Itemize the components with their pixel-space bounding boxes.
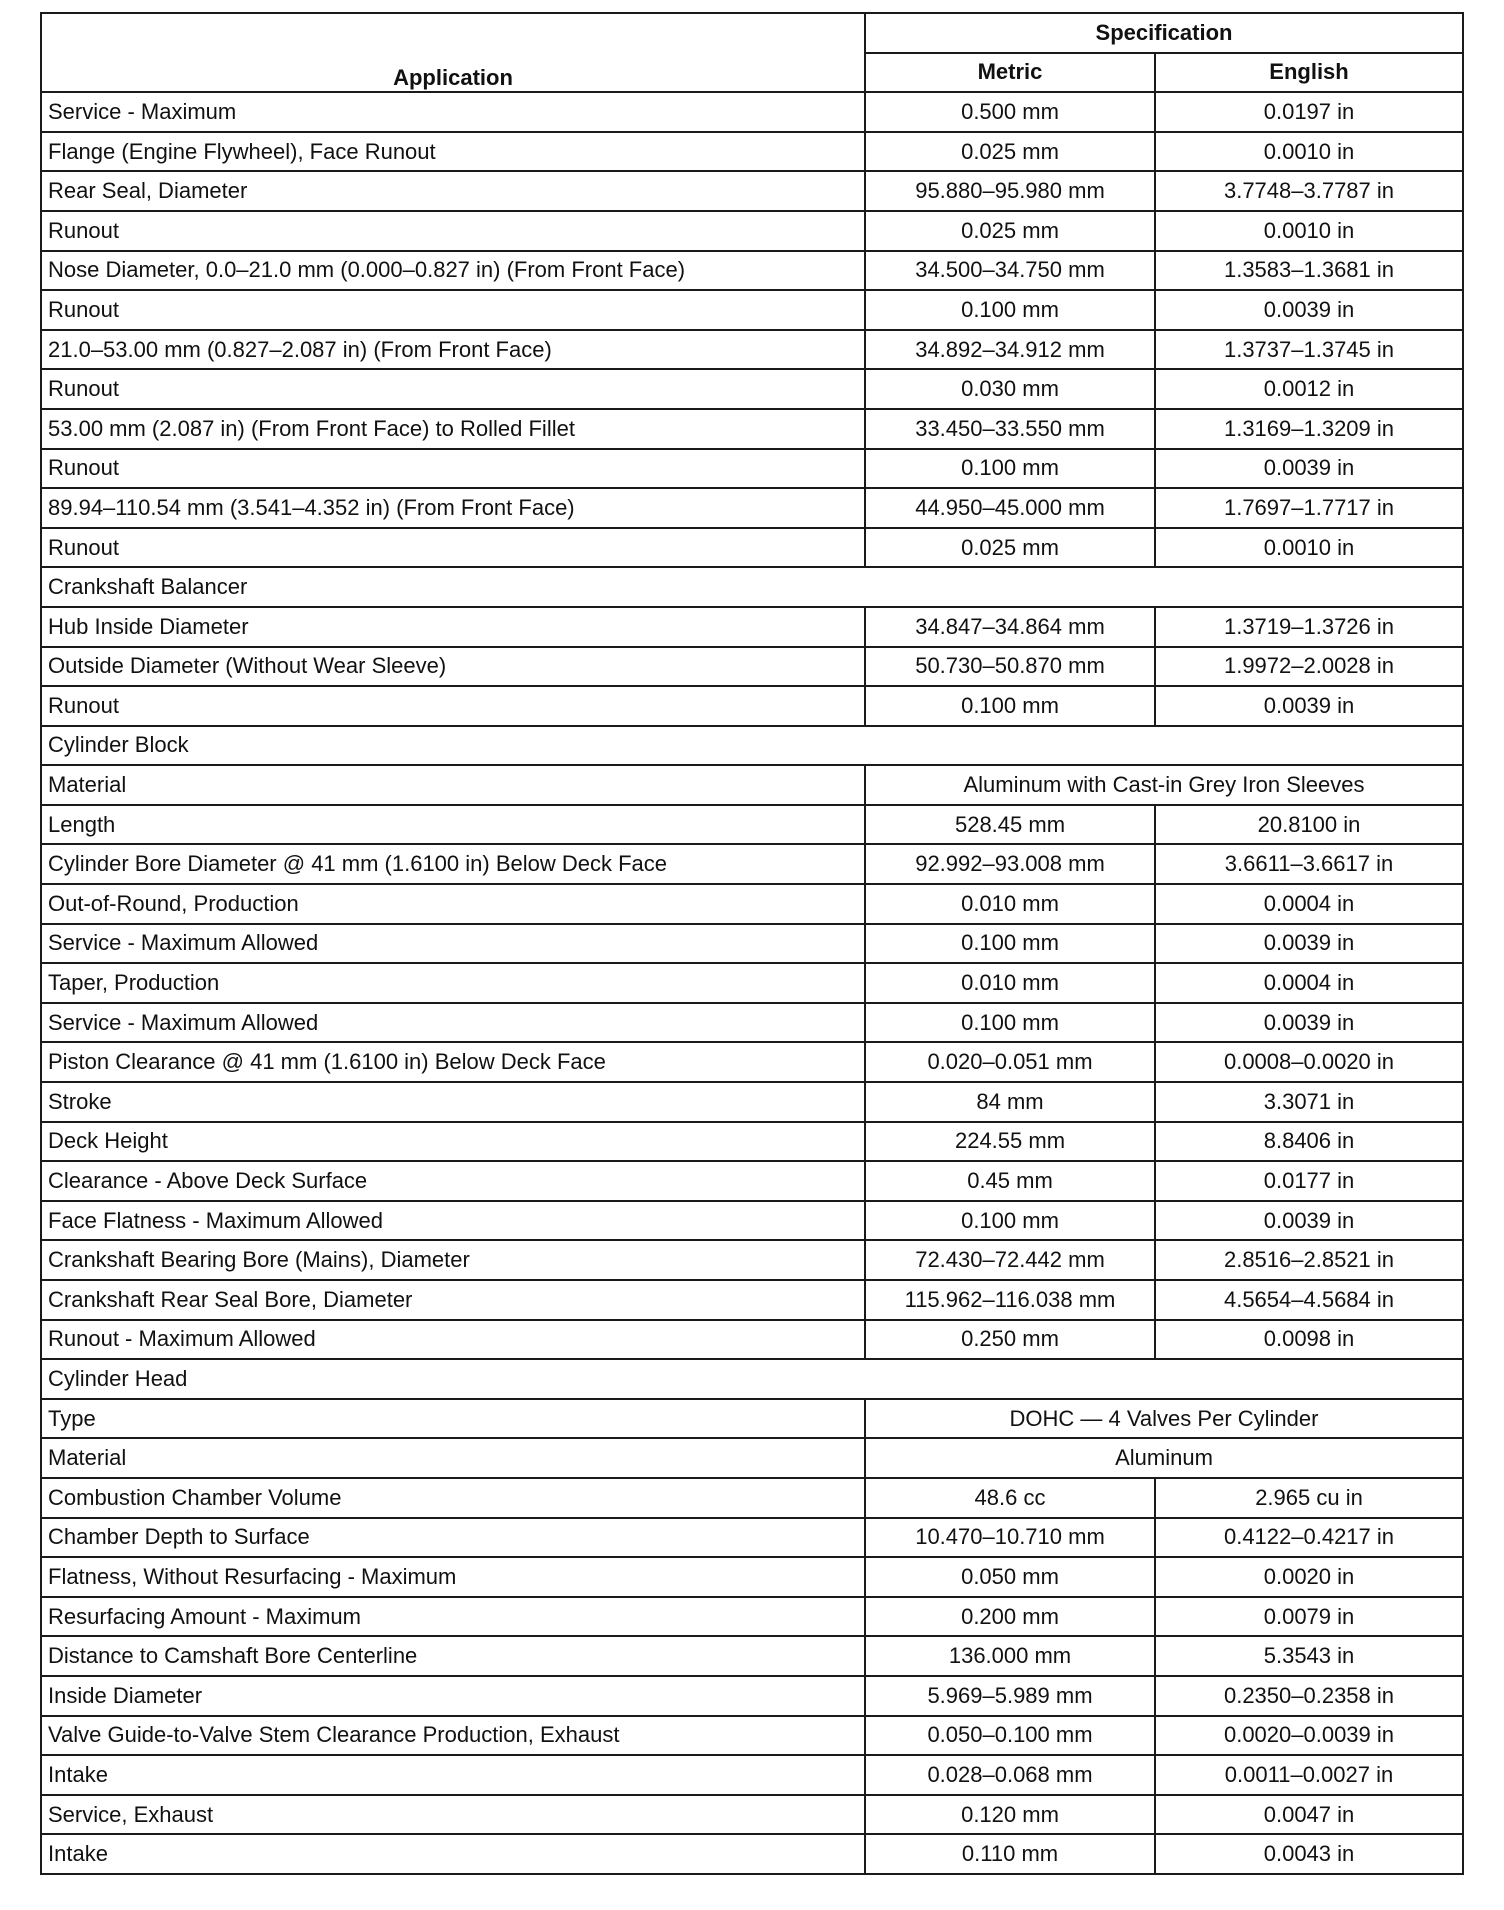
english-cell: 3.3071 in: [1155, 1082, 1463, 1122]
table-header: [41, 13, 1463, 92]
english-cell: 3.7748–3.7787 in: [1155, 171, 1463, 211]
english-cell: 0.0039 in: [1155, 1003, 1463, 1043]
english-cell: 0.0047 in: [1155, 1795, 1463, 1835]
application-cell: Out-of-Round, Production: [41, 884, 865, 924]
application-cell: Crankshaft Rear Seal Bore, Diameter: [41, 1280, 865, 1320]
application-cell: Hub Inside Diameter: [41, 607, 865, 647]
english-cell: 1.3719–1.3726 in: [1155, 607, 1463, 647]
table-body: [41, 92, 1463, 1874]
application-cell: Material: [41, 765, 865, 805]
english-column-header: English: [1155, 53, 1463, 93]
metric-cell: 0.100 mm: [865, 449, 1155, 489]
metric-cell: 224.55 mm: [865, 1122, 1155, 1162]
application-cell: Flange (Engine Flywheel), Face Runout: [41, 132, 865, 172]
table-row: [41, 1676, 1463, 1716]
metric-cell: 72.430–72.442 mm: [865, 1240, 1155, 1280]
metric-cell: 10.470–10.710 mm: [865, 1518, 1155, 1558]
metric-cell: 84 mm: [865, 1082, 1155, 1122]
table-row: [41, 963, 1463, 1003]
table-row: [41, 1122, 1463, 1162]
metric-cell: 0.025 mm: [865, 528, 1155, 568]
table-row: [41, 1478, 1463, 1518]
table-row: [41, 765, 1463, 805]
english-cell: 8.8406 in: [1155, 1122, 1463, 1162]
table-row: [41, 409, 1463, 449]
application-cell: Distance to Camshaft Bore Centerline: [41, 1636, 865, 1676]
application-cell: Runout: [41, 290, 865, 330]
table-row: [41, 647, 1463, 687]
table-row: [41, 1161, 1463, 1201]
metric-cell: 95.880–95.980 mm: [865, 171, 1155, 211]
metric-cell: 34.892–34.912 mm: [865, 330, 1155, 370]
table-row: [41, 607, 1463, 647]
application-cell: Nose Diameter, 0.0–21.0 mm (0.000–0.827 in) (From Front Face): [41, 251, 865, 291]
table-row: [41, 1042, 1463, 1082]
section-row: [41, 567, 1463, 607]
table-row: [41, 686, 1463, 726]
application-cell: Combustion Chamber Volume: [41, 1478, 865, 1518]
metric-cell: 0.100 mm: [865, 924, 1155, 964]
application-cell: Clearance - Above Deck Surface: [41, 1161, 865, 1201]
english-cell: 0.0011–0.0027 in: [1155, 1755, 1463, 1795]
application-cell: Valve Guide-to-Valve Stem Clearance Production, Exhaust: [41, 1716, 865, 1756]
application-cell: Resurfacing Amount - Maximum: [41, 1597, 865, 1637]
metric-cell: 0.100 mm: [865, 686, 1155, 726]
english-cell: 5.3543 in: [1155, 1636, 1463, 1676]
application-cell: Taper, Production: [41, 963, 865, 1003]
english-cell: 0.0177 in: [1155, 1161, 1463, 1201]
metric-cell: 528.45 mm: [865, 805, 1155, 845]
section-row: [41, 726, 1463, 766]
section-label: Cylinder Head: [41, 1359, 1463, 1399]
application-cell: Type: [41, 1399, 865, 1439]
english-cell: 0.0039 in: [1155, 686, 1463, 726]
metric-cell: 0.010 mm: [865, 963, 1155, 1003]
application-cell: Service - Maximum Allowed: [41, 1003, 865, 1043]
metric-cell: 0.010 mm: [865, 884, 1155, 924]
application-cell: 21.0–53.00 mm (0.827–2.087 in) (From Front Face): [41, 330, 865, 370]
table-row: [41, 1240, 1463, 1280]
table-row: [41, 449, 1463, 489]
english-cell: 1.3169–1.3209 in: [1155, 409, 1463, 449]
table-row: [41, 528, 1463, 568]
metric-column-header: Metric: [865, 53, 1155, 93]
section-label: Cylinder Block: [41, 726, 1463, 766]
english-cell: 0.0098 in: [1155, 1320, 1463, 1360]
table-row: [41, 1636, 1463, 1676]
metric-cell: 0.100 mm: [865, 1201, 1155, 1241]
metric-cell: 0.200 mm: [865, 1597, 1155, 1637]
english-cell: 0.0020–0.0039 in: [1155, 1716, 1463, 1756]
english-cell: 3.6611–3.6617 in: [1155, 844, 1463, 884]
application-cell: Outside Diameter (Without Wear Sleeve): [41, 647, 865, 687]
application-cell: 53.00 mm (2.087 in) (From Front Face) to Rolled Fillet: [41, 409, 865, 449]
metric-cell: 136.000 mm: [865, 1636, 1155, 1676]
metric-cell: 0.020–0.051 mm: [865, 1042, 1155, 1082]
application-cell: Service - Maximum: [41, 92, 865, 132]
application-cell: Face Flatness - Maximum Allowed: [41, 1201, 865, 1241]
english-cell: 2.965 cu in: [1155, 1478, 1463, 1518]
metric-cell: 0.100 mm: [865, 290, 1155, 330]
english-cell: 0.0043 in: [1155, 1834, 1463, 1874]
application-cell: Rear Seal, Diameter: [41, 171, 865, 211]
table-row: [41, 1834, 1463, 1874]
table-row: [41, 1795, 1463, 1835]
table-row: [41, 211, 1463, 251]
english-cell: 4.5654–4.5684 in: [1155, 1280, 1463, 1320]
application-cell: Chamber Depth to Surface: [41, 1518, 865, 1558]
table-row: [41, 844, 1463, 884]
english-cell: 0.2350–0.2358 in: [1155, 1676, 1463, 1716]
metric-cell: 0.025 mm: [865, 211, 1155, 251]
table-row: [41, 171, 1463, 211]
english-cell: 0.0039 in: [1155, 1201, 1463, 1241]
english-cell: 0.0010 in: [1155, 211, 1463, 251]
metric-cell: 48.6 cc: [865, 1478, 1155, 1518]
header-row-top: [41, 13, 1463, 53]
metric-cell: 33.450–33.550 mm: [865, 409, 1155, 449]
table-row: [41, 330, 1463, 370]
english-cell: 20.8100 in: [1155, 805, 1463, 845]
metric-cell: 44.950–45.000 mm: [865, 488, 1155, 528]
english-cell: 0.0039 in: [1155, 449, 1463, 489]
metric-cell: 0.025 mm: [865, 132, 1155, 172]
table-row: [41, 92, 1463, 132]
application-column-header: Application: [41, 13, 865, 92]
application-cell: 89.94–110.54 mm (3.541–4.352 in) (From Front Face): [41, 488, 865, 528]
table-row: [41, 1003, 1463, 1043]
table-row: [41, 884, 1463, 924]
table-row: [41, 369, 1463, 409]
table-row: [41, 1518, 1463, 1558]
application-cell: Runout: [41, 686, 865, 726]
english-cell: 1.7697–1.7717 in: [1155, 488, 1463, 528]
application-cell: Deck Height: [41, 1122, 865, 1162]
application-cell: Material: [41, 1438, 865, 1478]
table-row: [41, 1557, 1463, 1597]
english-cell: 1.3737–1.3745 in: [1155, 330, 1463, 370]
table-row: [41, 251, 1463, 291]
table-row: [41, 1082, 1463, 1122]
table-row: [41, 1716, 1463, 1756]
english-cell: 0.4122–0.4217 in: [1155, 1518, 1463, 1558]
english-cell: 2.8516–2.8521 in: [1155, 1240, 1463, 1280]
table-row: [41, 924, 1463, 964]
application-cell: Runout: [41, 369, 865, 409]
english-cell: 0.0079 in: [1155, 1597, 1463, 1637]
table-row: [41, 1320, 1463, 1360]
metric-cell: 0.028–0.068 mm: [865, 1755, 1155, 1795]
metric-cell: 0.120 mm: [865, 1795, 1155, 1835]
table-row: [41, 1280, 1463, 1320]
english-cell: 0.0012 in: [1155, 369, 1463, 409]
application-cell: Runout - Maximum Allowed: [41, 1320, 865, 1360]
metric-cell: 34.500–34.750 mm: [865, 251, 1155, 291]
table-row: [41, 488, 1463, 528]
application-cell: Service, Exhaust: [41, 1795, 865, 1835]
application-cell: Length: [41, 805, 865, 845]
application-cell: Flatness, Without Resurfacing - Maximum: [41, 1557, 865, 1597]
table-row: [41, 1438, 1463, 1478]
specification-cell: Aluminum: [865, 1438, 1463, 1478]
metric-cell: 0.030 mm: [865, 369, 1155, 409]
english-cell: 0.0039 in: [1155, 924, 1463, 964]
metric-cell: 115.962–116.038 mm: [865, 1280, 1155, 1320]
metric-cell: 0.110 mm: [865, 1834, 1155, 1874]
application-cell: Piston Clearance @ 41 mm (1.6100 in) Below Deck Face: [41, 1042, 865, 1082]
application-cell: Intake: [41, 1755, 865, 1795]
table-row: [41, 805, 1463, 845]
table-row: [41, 132, 1463, 172]
metric-cell: 0.050–0.100 mm: [865, 1716, 1155, 1756]
metric-cell: 0.500 mm: [865, 92, 1155, 132]
specification-cell: DOHC — 4 Valves Per Cylinder: [865, 1399, 1463, 1439]
section-row: [41, 1359, 1463, 1399]
table-row: [41, 1755, 1463, 1795]
metric-cell: 0.250 mm: [865, 1320, 1155, 1360]
specification-cell: Aluminum with Cast-in Grey Iron Sleeves: [865, 765, 1463, 805]
english-cell: 1.9972–2.0028 in: [1155, 647, 1463, 687]
metric-cell: 0.050 mm: [865, 1557, 1155, 1597]
application-cell: Runout: [41, 211, 865, 251]
application-cell: Runout: [41, 528, 865, 568]
english-cell: 0.0039 in: [1155, 290, 1463, 330]
application-cell: Stroke: [41, 1082, 865, 1122]
english-cell: 0.0004 in: [1155, 963, 1463, 1003]
metric-cell: 5.969–5.989 mm: [865, 1676, 1155, 1716]
table-row: [41, 1399, 1463, 1439]
english-cell: 0.0197 in: [1155, 92, 1463, 132]
section-label: Crankshaft Balancer: [41, 567, 1463, 607]
english-cell: 0.0010 in: [1155, 528, 1463, 568]
application-cell: Crankshaft Bearing Bore (Mains), Diameter: [41, 1240, 865, 1280]
application-cell: Service - Maximum Allowed: [41, 924, 865, 964]
english-cell: 0.0010 in: [1155, 132, 1463, 172]
specification-table: [40, 12, 1464, 1875]
application-cell: Inside Diameter: [41, 1676, 865, 1716]
metric-cell: 92.992–93.008 mm: [865, 844, 1155, 884]
english-cell: 0.0004 in: [1155, 884, 1463, 924]
table-row: [41, 1201, 1463, 1241]
metric-cell: 50.730–50.870 mm: [865, 647, 1155, 687]
table-row: [41, 1597, 1463, 1637]
english-cell: 0.0020 in: [1155, 1557, 1463, 1597]
application-cell: Cylinder Bore Diameter @ 41 mm (1.6100 in) Below Deck Face: [41, 844, 865, 884]
english-cell: 1.3583–1.3681 in: [1155, 251, 1463, 291]
metric-cell: 34.847–34.864 mm: [865, 607, 1155, 647]
english-cell: 0.0008–0.0020 in: [1155, 1042, 1463, 1082]
metric-cell: 0.100 mm: [865, 1003, 1155, 1043]
application-cell: Runout: [41, 449, 865, 489]
table-row: [41, 290, 1463, 330]
metric-cell: 0.45 mm: [865, 1161, 1155, 1201]
specification-column-header: Specification: [865, 13, 1463, 53]
application-cell: Intake: [41, 1834, 865, 1874]
